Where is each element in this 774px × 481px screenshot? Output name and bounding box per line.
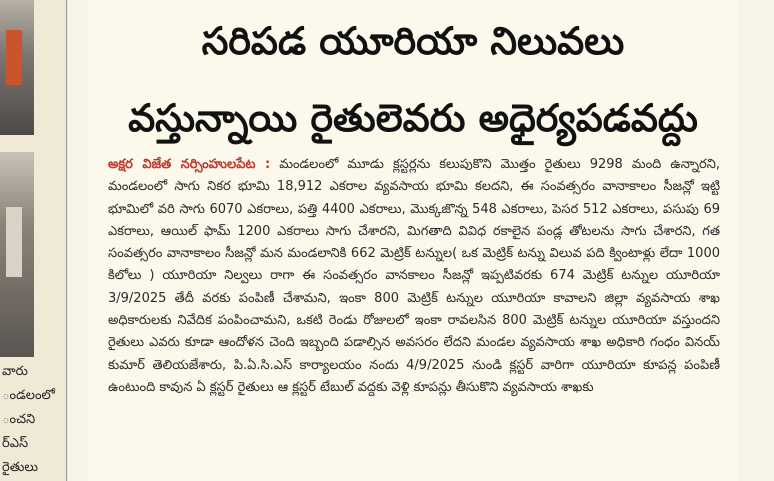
adjacent-text-line: ంచని: [2, 412, 36, 427]
photo-figure: [6, 30, 22, 85]
headline-line-1: సరిపడ యూరియా నిలువలు: [201, 19, 625, 63]
body-text: మండలంలో మూడు క్లస్టర్లను కలుపుకొని మొత్తం రైతులు 9298 మంది ఉన్నారని, మండలంలో సాగు నికర భూమి 18,912 ఎకరాల వ్యవసాయ భూమి కలదని, ఈ సంవత్సరం వానాకాలం సీజన్లో ఇట్టి భూమిలో వరి సాగు 6070 ఎకరాలు, పత్తి 4400 ఎకరాలు, మొక్కజొన్న 548 ఎకరాలు, పెసర 512 ఎకరాలు, పసుపు 69 ఎకరాలు, ఆయిల్ ఫామ్ 1200 ఎకరాలు సాగు చేశారని, మిగతాది వివిధ రకాలైన పండ్ల తోటలను సాగు చేశారని, గత సంవత్సరం వానాకాలం సీజన్లో మన మండలానికి 662 మెట్రిక్ టన్నుల( ఒక మెట్రిక్ టన్ను విలువ పది క్వింటాళ్లు లేదా 1000 కిలోలు ) యూరియా నిల్వలు రాగా ఈ సంవత్సరం వానకాలం సీజన్లో ఇప్పటివరకు 674 మెట్రిక్ టన్నుల యూరియా 3/9/2025 తేదీ వరకు పంపిణీ చేశామని, ఇంకా 800 మెట్రిక్ టన్నుల యూరియా కావాలని జిల్లా వ్యవసాయ శాఖ అధికారులకు నివేదిక పంపించామని, ఒకటి రెండు రోజులలో ఇంకా రావలసిన 800 మెట్రిక్ టన్నుల యూరియా వస్తుందని రైతులు ఎవరు కూడా ఆందోళన చెంది ఇబ్బంది పడాల్సిన అవసరం లేదని మండల వ్యవసాయ శాఖ అధికారి గంధం వినయ్ కుమార్ తెలియజేశారు, పి.ఏ.సి.ఎస్ కార్యాలయం నందు 4/9/2025 నుండి క్లస్టర్ వారిగా యూరియా కూపన్ల పంపిణీ ఉంటుంది కావున ఏ క్లస్టర్ రైతులు ఆ క్లస్టర్ టేబుల్ వద్దకు వెళ్లి కూపన్లు తీసుకొని వ్యవసాయ శాఖకు: [108, 157, 720, 395]
adjacent-text-line: రైతులు: [2, 460, 39, 475]
news-article: [88, 0, 738, 481]
column-divider: [66, 0, 67, 481]
adjacent-column: [0, 0, 68, 481]
news-photo-top: [0, 0, 34, 135]
headline-line-2: వస్తున్నాయి రైతులెవరు అధైర్యపడవద్దు: [128, 96, 698, 140]
news-photo-bottom: [0, 152, 34, 357]
photo-figure: [6, 207, 22, 277]
adjacent-text-line: ర్ఎస్: [2, 436, 29, 451]
adjacent-column-text: [2, 360, 55, 480]
adjacent-text-line: వారు: [2, 364, 28, 379]
dateline: అక్షర విజేత నర్సింహులపేట :: [108, 157, 271, 172]
adjacent-text-line: ండలంలో: [2, 388, 55, 403]
article-body: [108, 154, 720, 399]
